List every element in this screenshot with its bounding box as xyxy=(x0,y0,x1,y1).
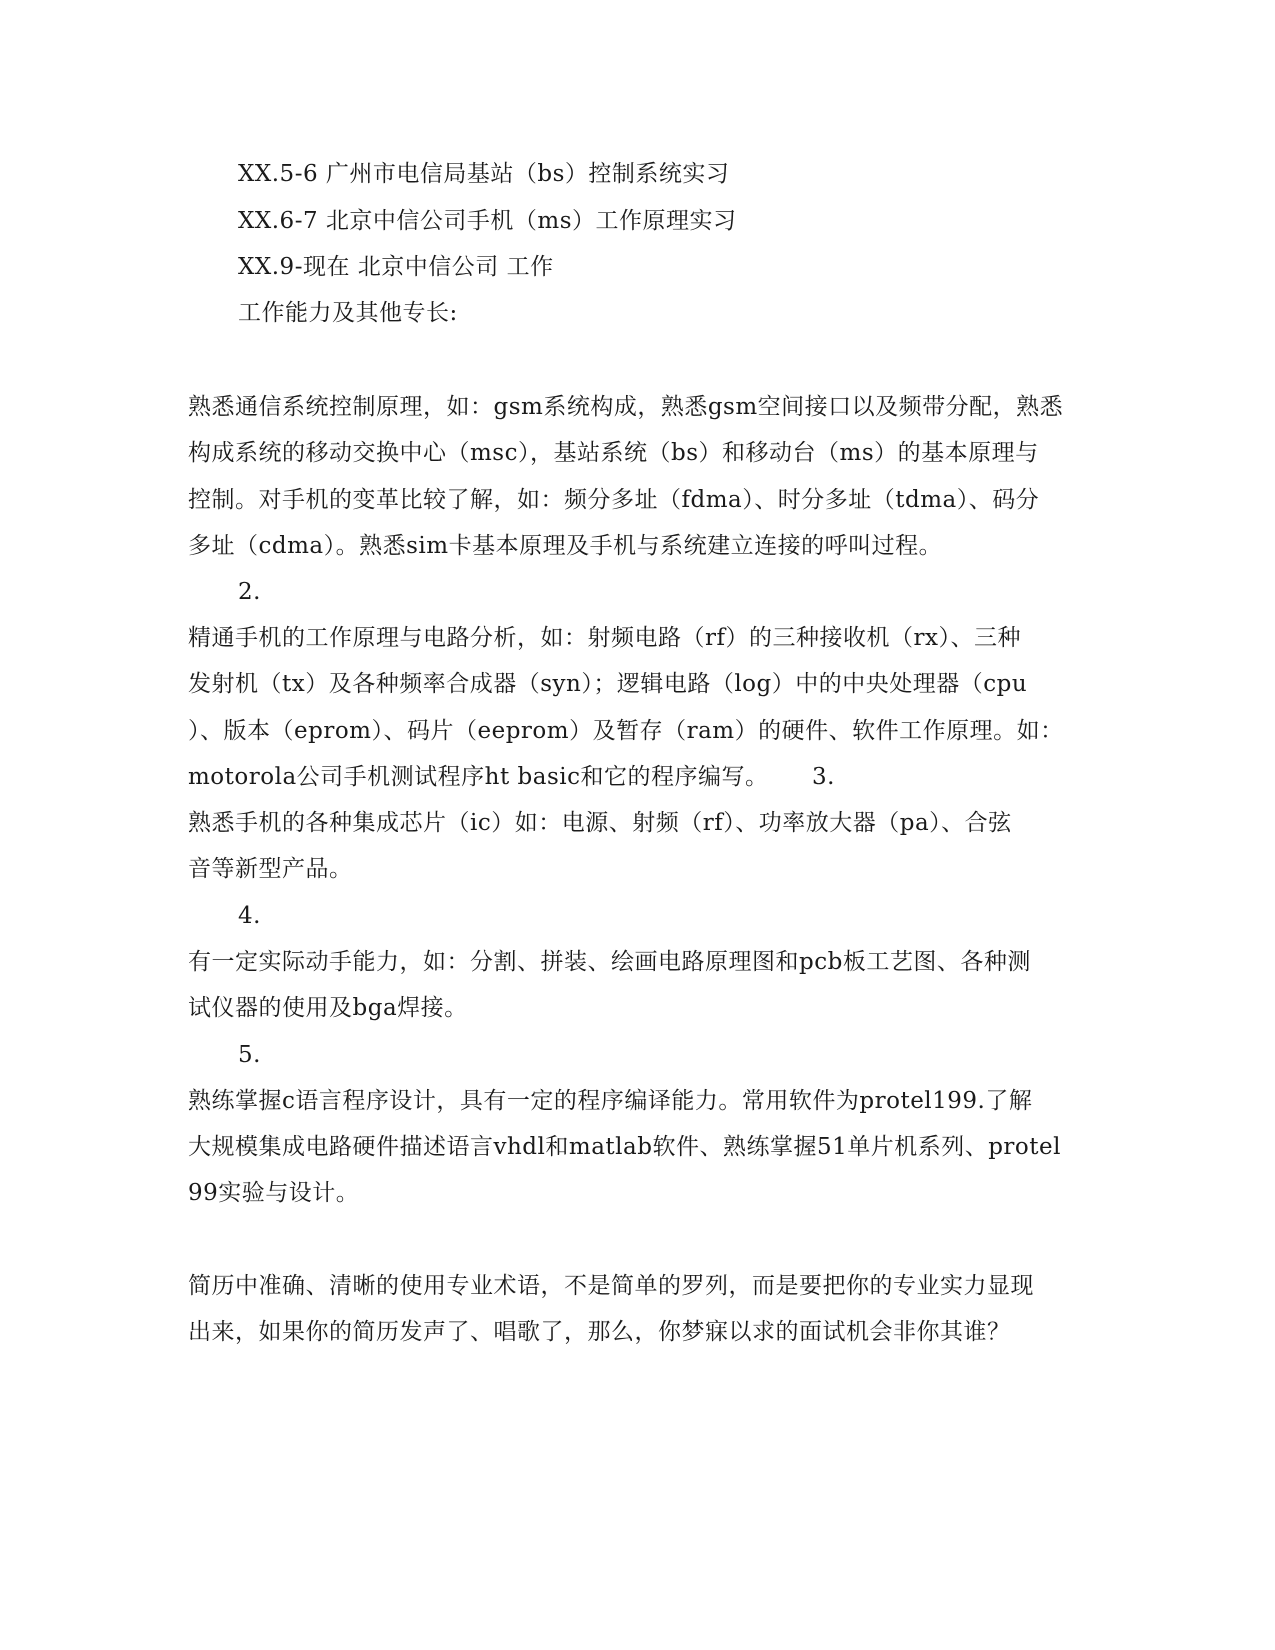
experience-line-2: XX.6-7 北京中信公司手机（ms）工作原理实习 xyxy=(238,208,737,234)
skill-1-line-4: 多址（cdma）。熟悉sim卡基本原理及手机与系统建立连接的呼叫过程。 xyxy=(188,533,943,559)
skill-5-line-2: 大规模集成电路硬件描述语言vhdl和matlab软件、熟练掌握51单片机系列、protel xyxy=(188,1134,1061,1160)
skill-2-line-2: 发射机（tx）及各种频率合成器（syn）；逻辑电路（log）中的中央处理器（cpu xyxy=(188,671,1028,697)
skill-1-line-3: 控制。对手机的变革比较了解，如：频分多址（fdma）、时分多址（tdma）、码分 xyxy=(188,487,1040,513)
skill-3-line-2: 音等新型产品。 xyxy=(188,856,353,882)
skill-4-line-2: 试仪器的使用及bga焊接。 xyxy=(188,995,468,1021)
item-number-4: 4. xyxy=(238,903,261,929)
closing-line-1: 简历中准确、清晰的使用专业术语，不是简单的罗列，而是要把你的专业实力显现 xyxy=(188,1273,1034,1299)
skill-5-line-1: 熟练掌握c语言程序设计，具有一定的程序编译能力。常用软件为protel199.了解 xyxy=(188,1088,1033,1114)
item-number-3: 3. xyxy=(812,764,835,790)
closing-line-2: 出来，如果你的简历发声了、唱歌了，那么，你梦寐以求的面试机会非你其谁？ xyxy=(188,1319,1011,1345)
skill-3-line-1: 熟悉手机的各种集成芯片（ic）如：电源、射频（rf）、功率放大器（pa）、合弦 xyxy=(188,810,1012,836)
item-number-2: 2. xyxy=(238,579,261,605)
skills-heading: 工作能力及其他专长: xyxy=(238,300,458,326)
skill-2-line-4: motorola公司手机测试程序ht basic和它的程序编写。 xyxy=(188,764,769,790)
experience-line-1: XX.5-6 广州市电信局基站（bs）控制系统实习 xyxy=(238,161,730,187)
item-number-5: 5. xyxy=(238,1042,261,1068)
skill-1-line-1: 熟悉通信系统控制原理，如：gsm系统构成，熟悉gsm空间接口以及频带分配，熟悉 xyxy=(188,394,1064,420)
skill-2-line-3: ）、版本（eprom）、码片（eeprom）及暂存（ram）的硬件、软件工作原理。如： xyxy=(188,718,1064,744)
skill-4-line-1: 有一定实际动手能力，如：分割、拼装、绘画电路原理图和pcb板工艺图、各种测 xyxy=(188,949,1031,975)
skill-5-line-3: 99实验与设计。 xyxy=(188,1180,360,1206)
skill-2-line-1: 精通手机的工作原理与电路分析，如：射频电路（rf）的三种接收机（rx）、三种 xyxy=(188,625,1021,651)
experience-line-3: XX.9-现在 北京中信公司 工作 xyxy=(238,254,554,280)
skill-1-line-2: 构成系统的移动交换中心（msc），基站系统（bs）和移动台（ms）的基本原理与 xyxy=(188,440,1039,466)
